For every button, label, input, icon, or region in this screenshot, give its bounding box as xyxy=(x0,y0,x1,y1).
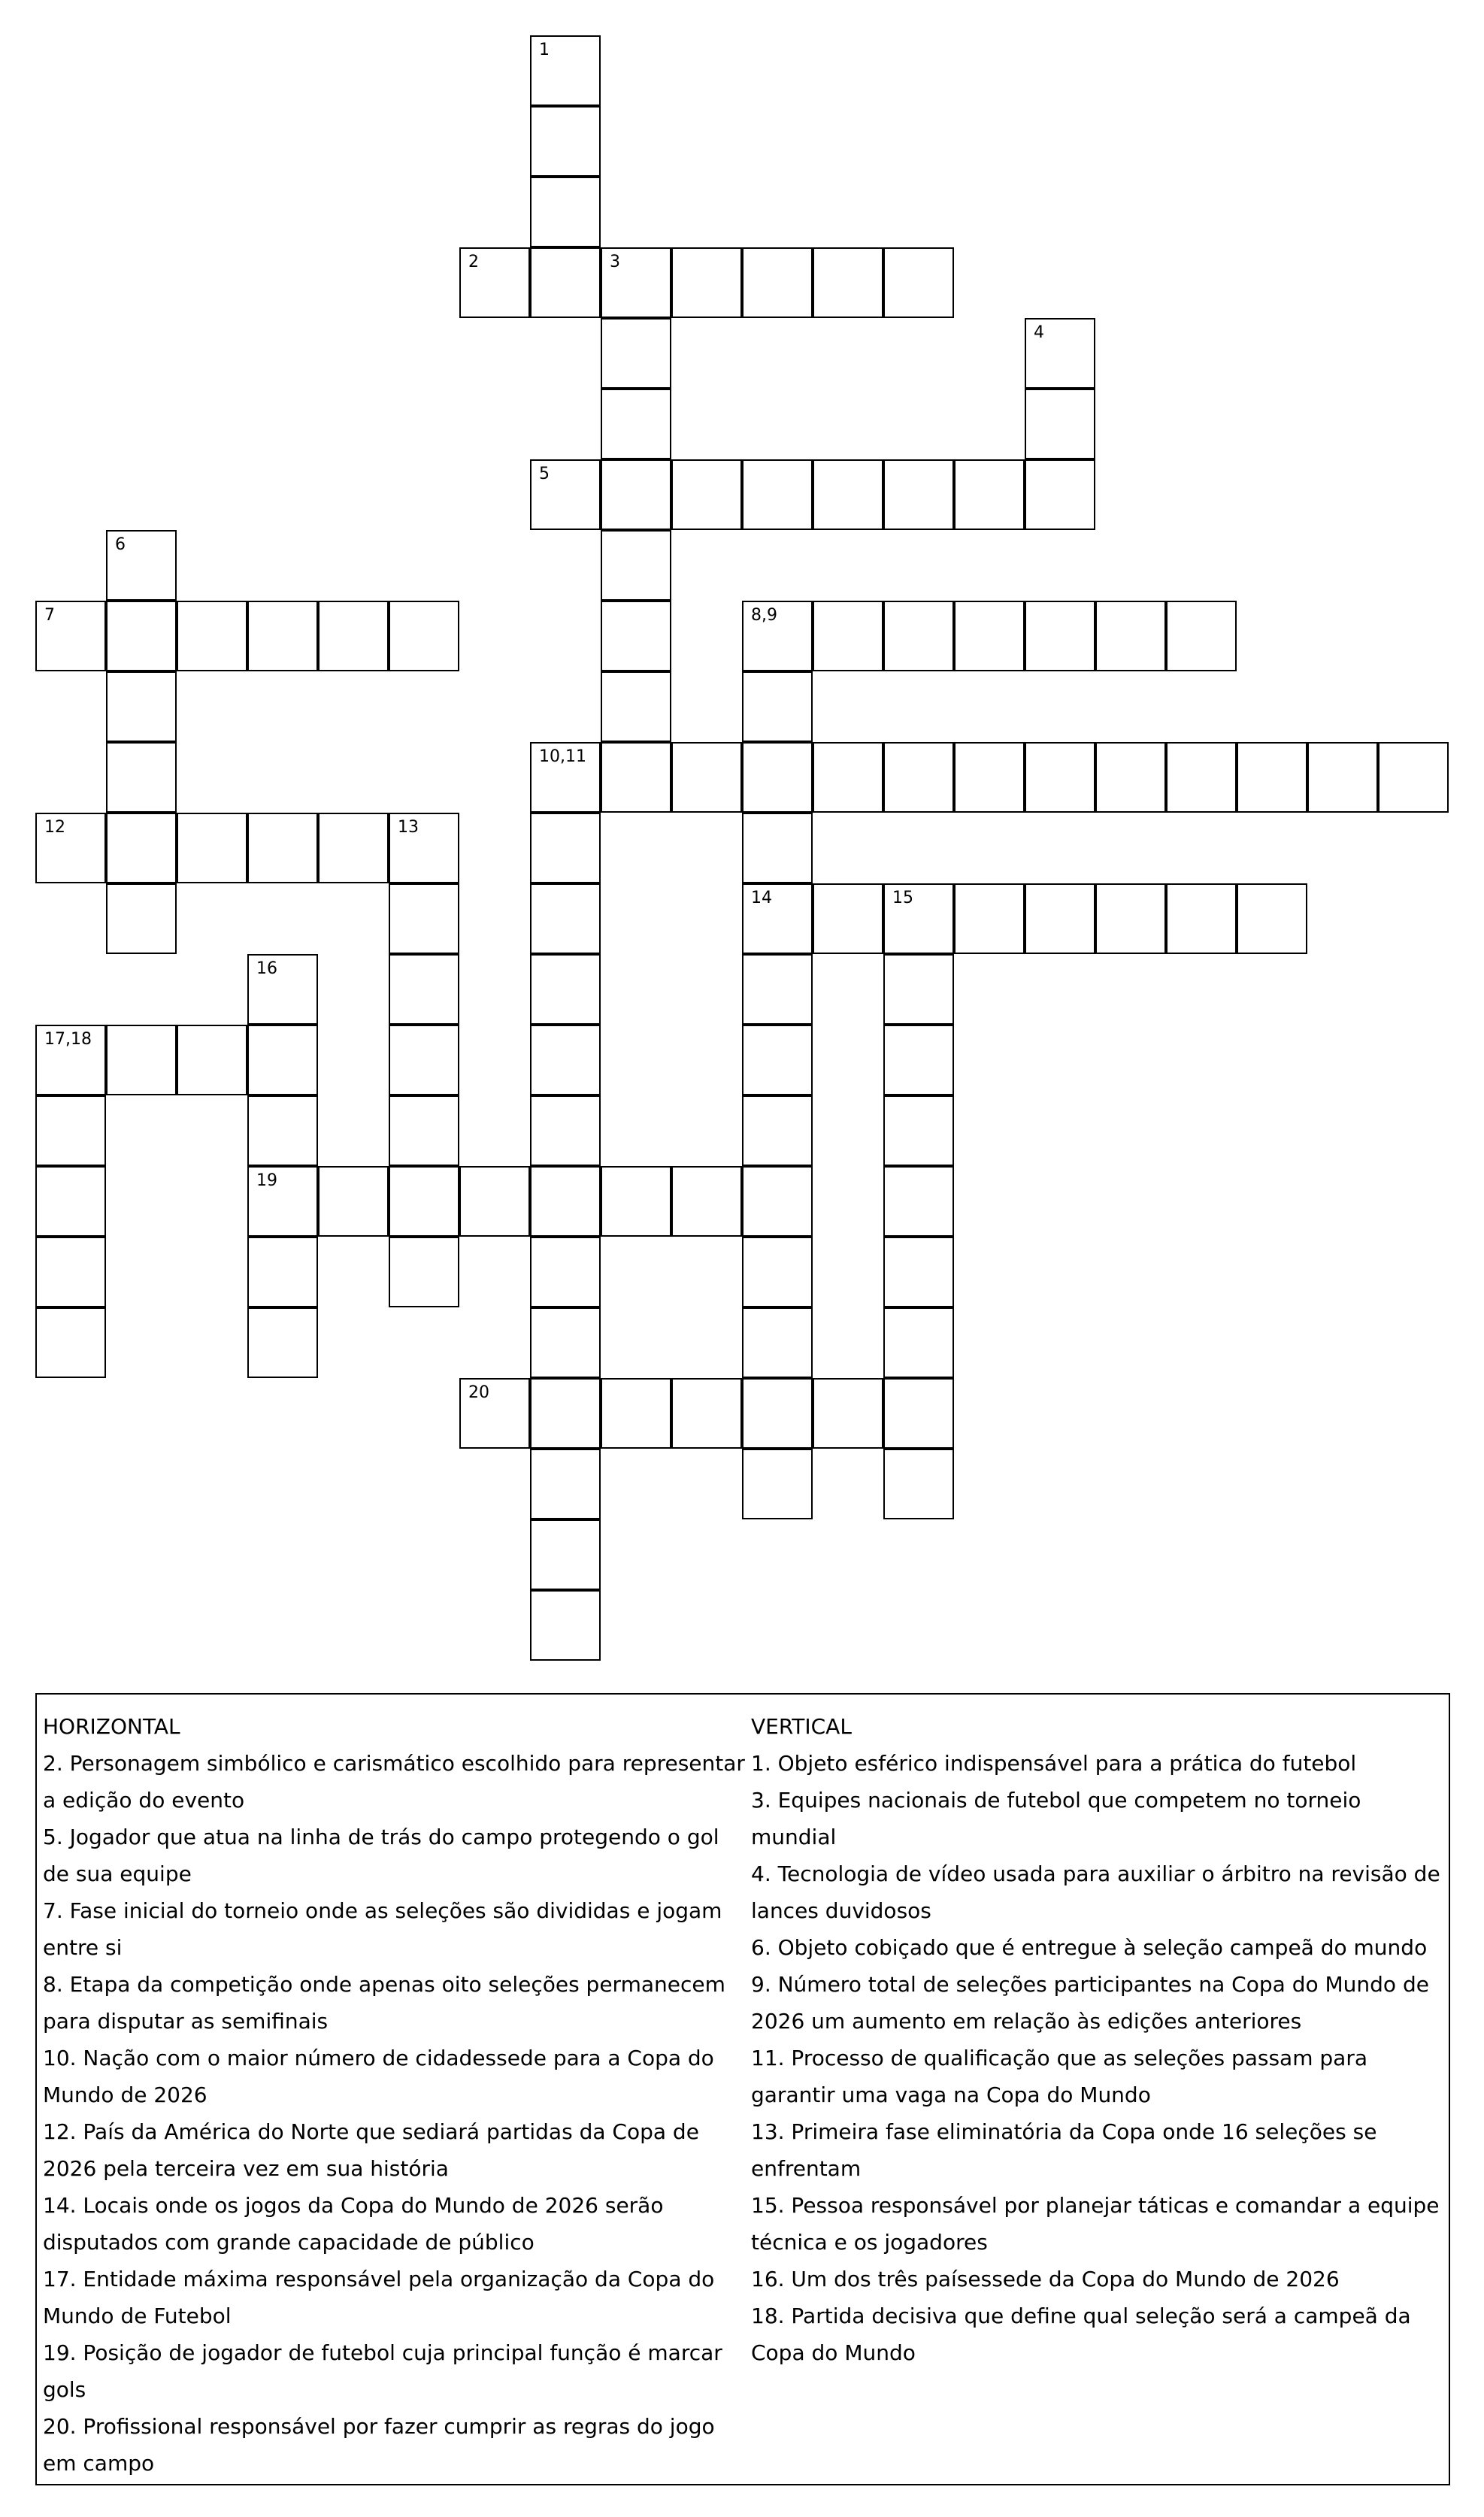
clue-v-3: 3. Equipes nacionais de futebol que competem no torneio mundial xyxy=(751,1788,1361,1849)
clue-h-20: 20. Profissional responsável por fazer cumprir as regras do jogo em campo xyxy=(43,2414,715,2476)
clue-v-1: 1. Objeto esférico indispensável para a prática do futebol xyxy=(751,1751,1357,1776)
grid-cell[interactable] xyxy=(601,459,671,530)
grid-cell[interactable] xyxy=(106,671,177,742)
clue-v-16: 16. Um dos três paísessede da Copa do Mundo de 2026 xyxy=(751,2267,1340,2291)
clue-v-6: 6. Objeto cobiçado que é entregue à seleção campeã do mundo xyxy=(751,1935,1428,1960)
grid-cell[interactable] xyxy=(1237,742,1307,813)
grid-cell[interactable] xyxy=(601,742,671,813)
grid-cell[interactable] xyxy=(601,1378,671,1449)
grid-cell[interactable] xyxy=(883,742,954,813)
grid-cell[interactable] xyxy=(530,1025,601,1095)
clue-h-12: 12. País da América do Norte que sediará partidas da Copa de 2026 pela terceira vez em sua história xyxy=(43,2119,699,2181)
grid-cell[interactable] xyxy=(530,883,601,954)
grid-cell[interactable] xyxy=(883,883,954,954)
grid-cell[interactable] xyxy=(601,318,671,389)
grid-cell[interactable] xyxy=(35,1307,106,1378)
clue-number: 8,9 xyxy=(751,606,777,625)
grid-cell[interactable] xyxy=(883,247,954,318)
grid-cell[interactable] xyxy=(389,813,459,883)
grid-cell[interactable] xyxy=(106,883,177,954)
grid-cell[interactable] xyxy=(671,742,742,813)
grid-cell[interactable] xyxy=(530,459,601,530)
grid-cell[interactable] xyxy=(530,247,601,318)
grid-cell[interactable] xyxy=(247,954,318,1025)
grid-cell[interactable] xyxy=(1095,601,1166,671)
grid-cell[interactable] xyxy=(389,601,459,671)
clue-number: 5 xyxy=(539,465,550,483)
vertical-clues-column xyxy=(751,1708,1443,2371)
grid-cell[interactable] xyxy=(883,1166,954,1237)
grid-cell[interactable] xyxy=(883,1378,954,1449)
grid-cell[interactable] xyxy=(742,671,813,742)
clue-number: 15 xyxy=(892,889,913,907)
clues-box xyxy=(35,1693,1450,2485)
clue-number: 4 xyxy=(1034,323,1044,342)
clue-number: 7 xyxy=(44,606,55,625)
grid-cell[interactable] xyxy=(530,106,601,177)
grid-cell[interactable] xyxy=(1025,459,1095,530)
grid-cell[interactable] xyxy=(671,1378,742,1449)
grid-cell[interactable] xyxy=(530,1237,601,1307)
clue-number: 2 xyxy=(468,253,479,271)
grid-cell[interactable] xyxy=(459,247,530,318)
grid-cell[interactable] xyxy=(530,742,601,813)
clue-h-2: 2. Personagem simbólico e carismático escolhido para representar a edição do evento xyxy=(43,1751,745,1813)
grid-cell[interactable] xyxy=(954,883,1025,954)
grid-cell[interactable] xyxy=(459,1378,530,1449)
clue-v-4: 4. Tecnologia de vídeo usada para auxiliar o árbitro na revisão de lances duvidosos xyxy=(751,1861,1440,1923)
grid-cell[interactable] xyxy=(883,1307,954,1378)
grid-cell[interactable] xyxy=(247,1166,318,1237)
clue-h-17: 17. Entidade máxima responsável pela organização da Copa do Mundo de Futebol xyxy=(43,2267,715,2328)
grid-cell[interactable] xyxy=(813,1378,883,1449)
grid-cell[interactable] xyxy=(742,954,813,1025)
grid-cell[interactable] xyxy=(671,1166,742,1237)
grid-cell[interactable] xyxy=(671,247,742,318)
grid-cell[interactable] xyxy=(954,459,1025,530)
grid-cell[interactable] xyxy=(1307,742,1378,813)
grid-cell[interactable] xyxy=(883,1025,954,1095)
grid-cell[interactable] xyxy=(530,1095,601,1166)
grid-cell[interactable] xyxy=(318,601,389,671)
grid-cell[interactable] xyxy=(742,459,813,530)
clue-h-5: 5. Jogador que atua na linha de trás do campo protegendo o gol de sua equipe xyxy=(43,1825,719,1886)
grid-cell[interactable] xyxy=(813,459,883,530)
grid-cell[interactable] xyxy=(530,177,601,247)
grid-cell[interactable] xyxy=(883,459,954,530)
grid-cell[interactable] xyxy=(742,1095,813,1166)
grid-cell[interactable] xyxy=(1025,318,1095,389)
horizontal-heading: HORIZONTAL xyxy=(43,1714,180,1739)
grid-cell[interactable] xyxy=(742,813,813,883)
grid-cell[interactable] xyxy=(530,1519,601,1590)
grid-cell[interactable] xyxy=(35,813,106,883)
vertical-heading: VERTICAL xyxy=(751,1714,852,1739)
grid-cell[interactable] xyxy=(742,601,813,671)
grid-cell[interactable] xyxy=(813,247,883,318)
clue-number: 1 xyxy=(539,41,550,59)
grid-cell[interactable] xyxy=(601,1166,671,1237)
grid-cell[interactable] xyxy=(742,883,813,954)
grid-cell[interactable] xyxy=(177,1025,247,1095)
grid-cell[interactable] xyxy=(530,1307,601,1378)
clue-h-14: 14. Locais onde os jogos da Copa do Mundo de 2026 serão disputados com grande capacidade de público xyxy=(43,2193,664,2255)
grid-cell[interactable] xyxy=(1166,742,1237,813)
clue-v-13: 13. Primeira fase eliminatória da Copa onde 16 seleções se enfrentam xyxy=(751,2119,1377,2181)
grid-cell[interactable] xyxy=(247,1237,318,1307)
grid-cell[interactable] xyxy=(389,883,459,954)
clue-number: 16 xyxy=(256,959,277,978)
grid-cell[interactable] xyxy=(35,1025,106,1095)
grid-cell[interactable] xyxy=(247,1307,318,1378)
grid-cell[interactable] xyxy=(177,813,247,883)
clue-number: 20 xyxy=(468,1383,489,1402)
grid-cell[interactable] xyxy=(318,813,389,883)
grid-cell[interactable] xyxy=(742,742,813,813)
grid-cell[interactable] xyxy=(106,1025,177,1095)
grid-cell[interactable] xyxy=(883,601,954,671)
grid-cell[interactable] xyxy=(106,742,177,813)
grid-cell[interactable] xyxy=(106,530,177,601)
grid-cell[interactable] xyxy=(601,530,671,601)
grid-cell[interactable] xyxy=(742,1237,813,1307)
grid-cell[interactable] xyxy=(883,1449,954,1519)
grid-cell[interactable] xyxy=(530,813,601,883)
grid-cell[interactable] xyxy=(601,601,671,671)
grid-cell[interactable] xyxy=(954,742,1025,813)
grid-cell[interactable] xyxy=(35,601,106,671)
clue-number: 17,18 xyxy=(44,1030,92,1049)
clue-v-11: 11. Processo de qualificação que as seleções passam para garantir uma vaga na Copa do Mundo xyxy=(751,2046,1367,2107)
clue-v-15: 15. Pessoa responsável por planejar táticas e comandar a equipe técnica e os jogadores xyxy=(751,2193,1440,2255)
grid-cell[interactable] xyxy=(530,1590,601,1661)
clue-h-7: 7. Fase inicial do torneio onde as seleções são divididas e jogam entre si xyxy=(43,1898,722,1960)
grid-cell[interactable] xyxy=(389,1166,459,1237)
grid-cell[interactable] xyxy=(742,1307,813,1378)
grid-cell[interactable] xyxy=(1095,883,1166,954)
grid-cell[interactable] xyxy=(742,247,813,318)
grid-cell[interactable] xyxy=(389,1025,459,1095)
grid-cell[interactable] xyxy=(813,601,883,671)
grid-cell[interactable] xyxy=(247,813,318,883)
clue-number: 19 xyxy=(256,1171,277,1190)
grid-cell[interactable] xyxy=(459,1166,530,1237)
grid-cell[interactable] xyxy=(813,883,883,954)
horizontal-clues-column xyxy=(43,1708,750,2482)
grid-cell[interactable] xyxy=(813,742,883,813)
grid-cell[interactable] xyxy=(177,601,247,671)
clue-h-8: 8. Etapa da competição onde apenas oito seleções permanecem para disputar as semifinais xyxy=(43,1972,725,2034)
grid-cell[interactable] xyxy=(247,601,318,671)
grid-cell[interactable] xyxy=(247,1095,318,1166)
clue-number: 10,11 xyxy=(539,747,586,766)
clue-number: 12 xyxy=(44,818,65,837)
grid-cell[interactable] xyxy=(601,671,671,742)
grid-cell[interactable] xyxy=(530,1378,601,1449)
grid-cell[interactable] xyxy=(389,954,459,1025)
grid-cell[interactable] xyxy=(883,1095,954,1166)
grid-cell[interactable] xyxy=(1166,601,1237,671)
grid-cell[interactable] xyxy=(671,459,742,530)
grid-cell[interactable] xyxy=(35,1095,106,1166)
grid-cell[interactable] xyxy=(530,1449,601,1519)
grid-cell[interactable] xyxy=(742,1449,813,1519)
grid-cell[interactable] xyxy=(35,1237,106,1307)
clue-v-18: 18. Partida decisiva que define qual seleção será a campeã da Copa do Mundo xyxy=(751,2303,1411,2365)
grid-cell[interactable] xyxy=(1095,742,1166,813)
grid-cell[interactable] xyxy=(35,1166,106,1237)
grid-cell[interactable] xyxy=(742,1025,813,1095)
grid-cell[interactable] xyxy=(106,813,177,883)
grid-cell[interactable] xyxy=(1025,883,1095,954)
grid-cell[interactable] xyxy=(318,1166,389,1237)
grid-cell[interactable] xyxy=(601,247,671,318)
grid-cell[interactable] xyxy=(530,954,601,1025)
grid-cell[interactable] xyxy=(1237,883,1307,954)
clue-h-19: 19. Posição de jogador de futebol cuja principal função é marcar gols xyxy=(43,2340,722,2402)
grid-cell[interactable] xyxy=(106,601,177,671)
grid-cell[interactable] xyxy=(883,954,954,1025)
grid-cell[interactable] xyxy=(954,601,1025,671)
grid-cell[interactable] xyxy=(1025,742,1095,813)
clue-number: 14 xyxy=(751,889,772,907)
clue-h-10: 10. Nação com o maior número de cidadessede para a Copa do Mundo de 2026 xyxy=(43,2046,714,2107)
grid-cell[interactable] xyxy=(389,1237,459,1307)
grid-cell[interactable] xyxy=(530,35,601,106)
grid-cell[interactable] xyxy=(1378,742,1449,813)
clue-v-9: 9. Número total de seleções participantes na Copa do Mundo de 2026 um aumento em relação às edições anteriores xyxy=(751,1972,1429,2034)
grid-cell[interactable] xyxy=(601,389,671,459)
clue-number: 6 xyxy=(115,535,126,554)
grid-cell[interactable] xyxy=(530,1166,601,1237)
grid-cell[interactable] xyxy=(1025,389,1095,459)
clue-number: 13 xyxy=(398,818,419,837)
grid-cell[interactable] xyxy=(742,1378,813,1449)
clue-number: 3 xyxy=(610,253,620,271)
grid-cell[interactable] xyxy=(389,1095,459,1166)
grid-cell[interactable] xyxy=(1025,601,1095,671)
grid-cell[interactable] xyxy=(1166,883,1237,954)
grid-cell[interactable] xyxy=(742,1166,813,1237)
grid-cell[interactable] xyxy=(247,1025,318,1095)
grid-cell[interactable] xyxy=(883,1237,954,1307)
